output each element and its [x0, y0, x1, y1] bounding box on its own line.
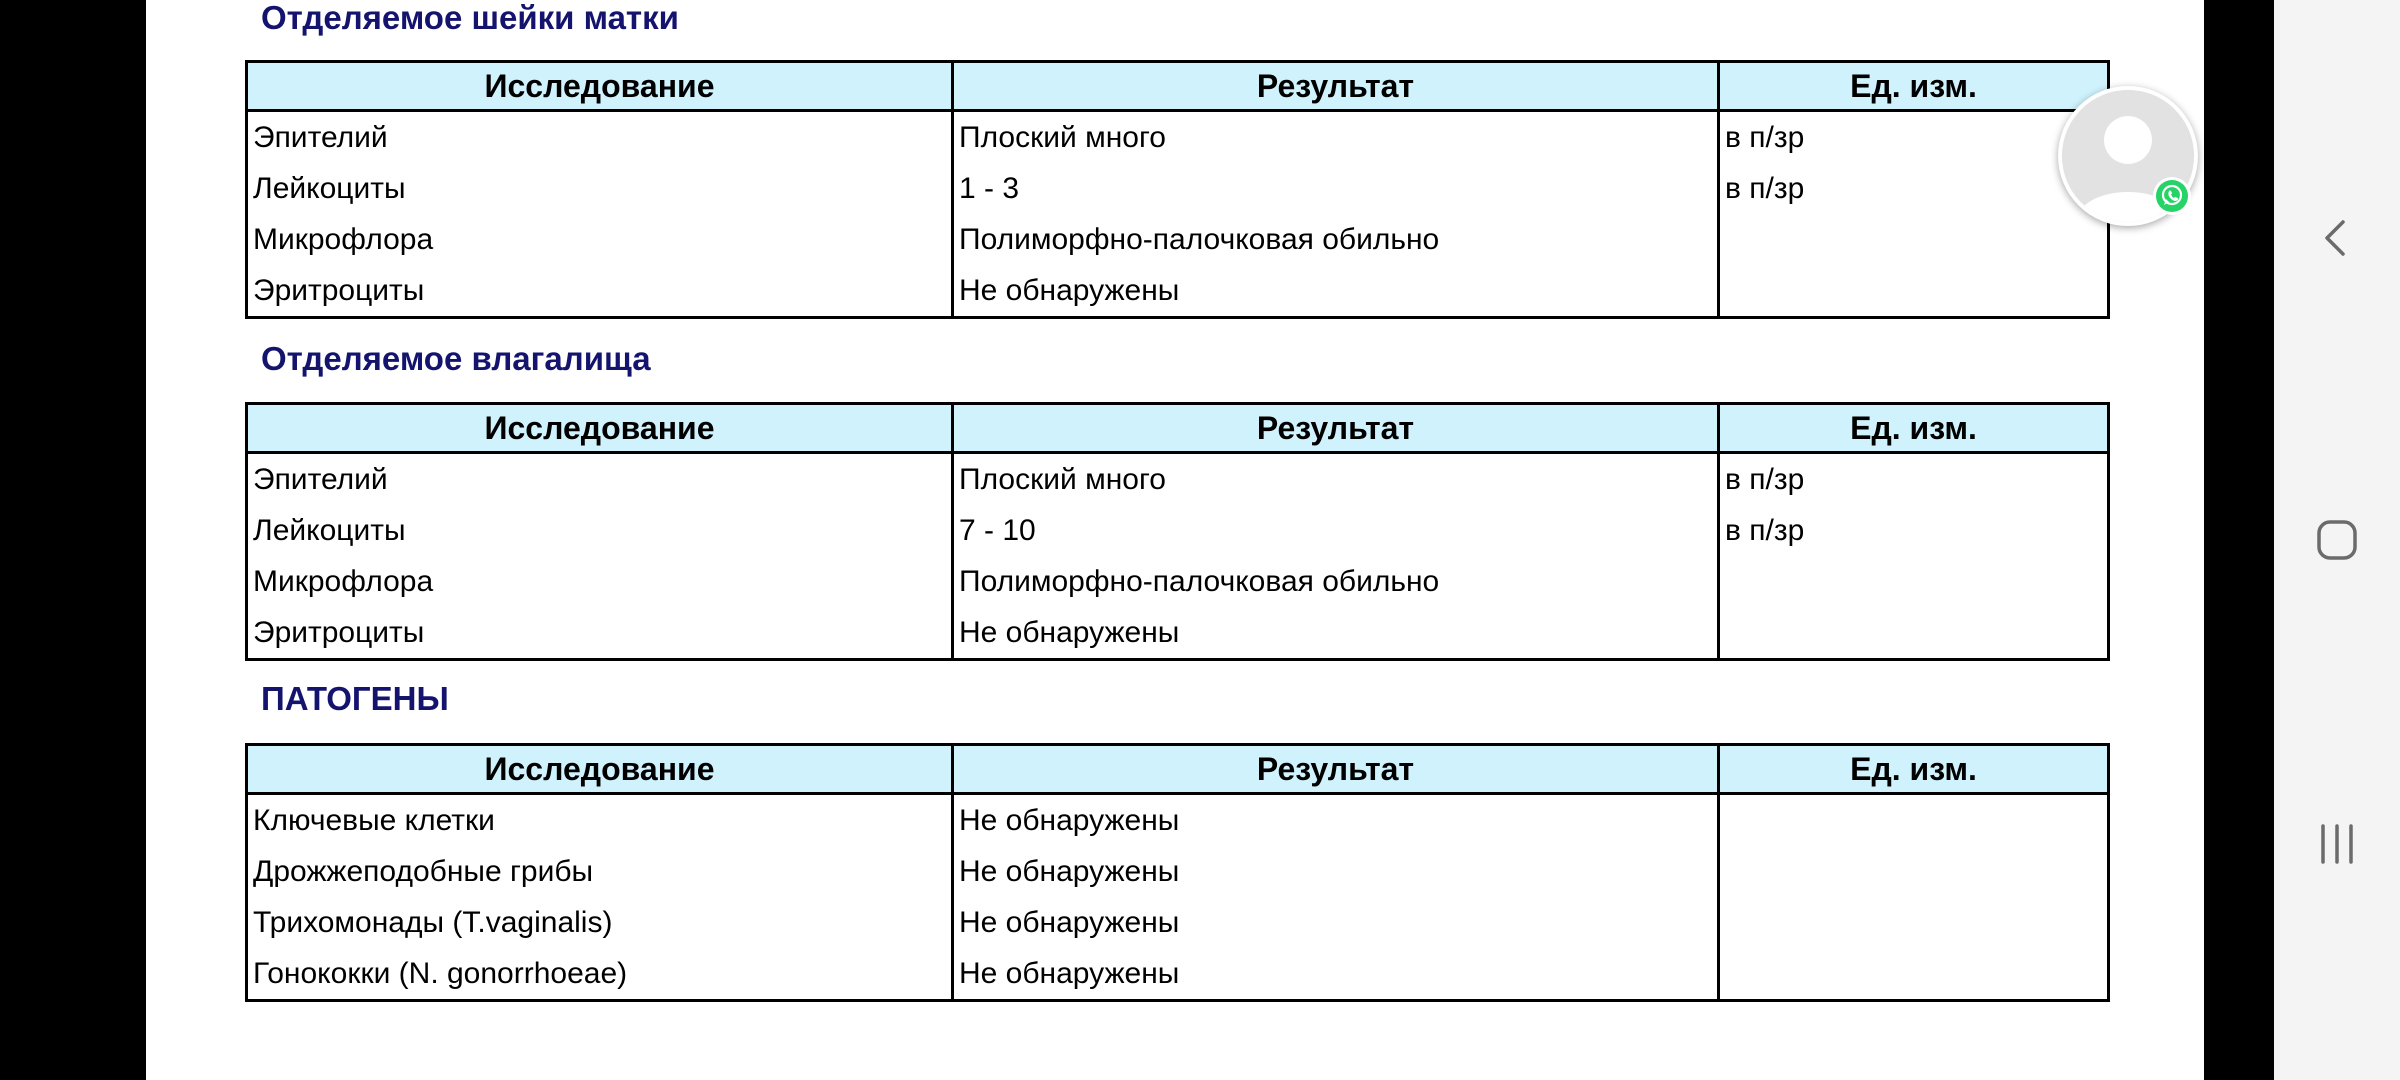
cell-unit [1719, 265, 2109, 318]
table-row [247, 794, 2109, 847]
cell-unit [1719, 948, 2109, 1001]
cell-unit [1719, 556, 2109, 607]
table-row [247, 897, 2109, 948]
cell-result: Полиморфно-палочковая обильно [953, 214, 1719, 265]
cell-test: Дрожжеподобные грибы [247, 846, 953, 897]
cell-result: Не обнаружены [953, 607, 1719, 660]
cell-unit [1719, 794, 2109, 847]
cell-unit: в п/зр [1719, 505, 2109, 556]
header-unit: Ед. изм. [1719, 404, 2109, 453]
header-test: Исследование [247, 404, 953, 453]
cell-test: Эпителий [247, 453, 953, 506]
cell-test: Эритроциты [247, 607, 953, 660]
header-unit: Ед. изм. [1719, 745, 2109, 794]
section-title-pathogens: ПАТОГЕНЫ [261, 680, 449, 717]
cell-unit: в п/зр [1719, 163, 2109, 214]
cell-result: Не обнаружены [953, 948, 1719, 1001]
recents-icon[interactable] [2313, 820, 2361, 868]
section-title-cervix: Отделяемое шейки матки [261, 0, 679, 36]
table-header-row [247, 745, 2109, 794]
cell-result: 1 - 3 [953, 163, 1719, 214]
table-row [247, 607, 2109, 660]
table-row [247, 265, 2109, 318]
cell-unit: в п/зр [1719, 111, 2109, 164]
cell-test: Лейкоциты [247, 505, 953, 556]
table-row [247, 163, 2109, 214]
cell-unit [1719, 214, 2109, 265]
back-icon[interactable] [2313, 214, 2361, 262]
results-table-vagina [245, 402, 2110, 661]
cell-test: Трихомонады (T.vaginalis) [247, 897, 953, 948]
cell-result: Плоский много [953, 111, 1719, 164]
header-result: Результат [953, 62, 1719, 111]
header-result: Результат [953, 745, 1719, 794]
table-row [247, 505, 2109, 556]
cell-unit [1719, 897, 2109, 948]
cell-test: Гонококки (N. gonorrhoeae) [247, 948, 953, 1001]
cell-unit [1719, 846, 2109, 897]
table-row [247, 214, 2109, 265]
cell-test: Эритроциты [247, 265, 953, 318]
table-row [247, 111, 2109, 164]
cell-unit [1719, 607, 2109, 660]
cell-test: Лейкоциты [247, 163, 953, 214]
cell-result: Не обнаружены [953, 265, 1719, 318]
results-table-pathogens [245, 743, 2110, 1002]
cell-unit: в п/зр [1719, 453, 2109, 506]
section-title-vagina: Отделяемое влагалища [261, 340, 651, 377]
table-header-row [247, 62, 2109, 111]
cell-result: Полиморфно-палочковая обильно [953, 556, 1719, 607]
header-result: Результат [953, 404, 1719, 453]
cell-test: Ключевые клетки [247, 794, 953, 847]
results-table-cervix [245, 60, 2110, 319]
table-row [247, 556, 2109, 607]
document-page [146, 0, 2204, 1080]
cell-result: 7 - 10 [953, 505, 1719, 556]
cell-test: Эпителий [247, 111, 953, 164]
cell-result: Не обнаружены [953, 846, 1719, 897]
cell-test: Микрофлора [247, 214, 953, 265]
table-row [247, 948, 2109, 1001]
cell-result: Не обнаружены [953, 897, 1719, 948]
header-test: Исследование [247, 62, 953, 111]
cell-result: Плоский много [953, 453, 1719, 506]
header-unit: Ед. изм. [1719, 62, 2109, 111]
cell-result: Не обнаружены [953, 794, 1719, 847]
header-test: Исследование [247, 745, 953, 794]
table-header-row [247, 404, 2109, 453]
cell-test: Микрофлора [247, 556, 953, 607]
table-row [247, 846, 2109, 897]
table-row [247, 453, 2109, 506]
whatsapp-icon [2152, 176, 2192, 216]
home-icon[interactable] [2313, 516, 2361, 564]
